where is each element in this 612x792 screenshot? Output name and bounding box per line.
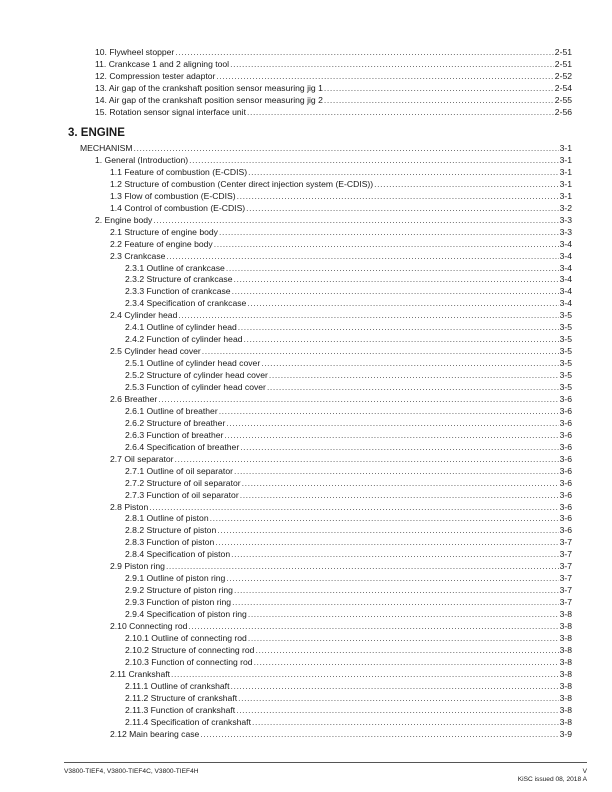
toc-entry[interactable]	[95, 106, 572, 118]
toc-entry-page: 3-6	[559, 501, 572, 512]
toc-entry[interactable]	[125, 608, 572, 620]
toc-entry-page: 3-5	[559, 322, 572, 333]
dot-leader	[230, 680, 558, 692]
dot-leader	[238, 692, 558, 704]
toc-entry[interactable]	[95, 154, 572, 166]
toc-entry[interactable]	[125, 405, 572, 417]
toc-entry[interactable]	[110, 202, 572, 214]
toc-entry-title: 1.3 Flow of combustion (E-CDIS)	[110, 190, 236, 201]
toc-entry-page: 2-51	[554, 47, 572, 57]
toc-entry-title: 2.9.2 Structure of piston ring	[125, 585, 233, 596]
toc-entry-title: 1. General (Introduction)	[95, 154, 189, 165]
dot-leader	[238, 321, 559, 333]
toc-entry-page: 3-7	[559, 597, 572, 608]
toc-entry[interactable]	[125, 716, 572, 728]
toc-entry-title: 2.8.1 Outline of piston	[125, 513, 209, 524]
toc-entry-page: 3-5	[559, 382, 572, 392]
toc-entry-page: 3-8	[559, 609, 572, 620]
dot-leader	[324, 94, 554, 106]
dot-leader	[171, 668, 559, 680]
dot-leader	[224, 429, 558, 441]
toc-entry-title: 2.10.2 Structure of connecting rod	[125, 644, 255, 655]
toc-entry-title: 1.4 Control of combustion (E-CDIS)	[110, 202, 246, 213]
dot-leader	[219, 405, 559, 417]
toc-entry[interactable]	[125, 333, 572, 345]
toc-entry-page: 3-8	[559, 716, 572, 727]
toc-entry-page: 3-1	[559, 190, 572, 201]
toc-entry-title: 2.12 Main bearing case	[110, 728, 200, 739]
toc-entry-title: 1.2 Structure of combustion (Center direct injection system (E-CDIS))	[110, 178, 374, 189]
toc-entry[interactable]	[110, 190, 572, 202]
toc-entry[interactable]	[125, 285, 572, 297]
dot-leader	[200, 728, 558, 740]
toc-entry-title: 2.11.2 Structure of crankshaft	[125, 692, 238, 703]
dot-leader	[232, 285, 559, 297]
footer-models: V3800-TIEF4, V3800-TIEF4C, V3800-TIEF4H	[64, 768, 199, 775]
dot-leader	[247, 106, 554, 118]
dot-leader	[216, 70, 553, 82]
dot-leader	[134, 142, 559, 154]
toc-entry-page: 3-5	[559, 346, 572, 357]
dot-leader	[255, 644, 558, 656]
toc-entry[interactable]	[110, 226, 572, 238]
toc-entry[interactable]	[110, 178, 572, 190]
dot-leader	[231, 548, 558, 560]
toc-entry-title: 13. Air gap of the crankshaft position sensor measuring jig 1	[95, 82, 323, 93]
toc-entry-title: 2.4.1 Outline of cylinder head	[125, 322, 237, 333]
toc-entry-title: 2.2 Feature of engine body	[110, 238, 213, 249]
toc-entry-page: 3-5	[559, 370, 572, 381]
toc-entry[interactable]	[95, 82, 572, 94]
dot-leader	[153, 214, 558, 226]
toc-entry[interactable]	[125, 381, 572, 393]
toc-entry-title: 10. Flywheel stopper	[95, 47, 175, 57]
toc-entry-page: 3-8	[559, 621, 572, 631]
toc-entry-title: 2.11.1 Outline of crankshaft	[125, 680, 230, 691]
toc-entry-title: 2.9.1 Outline of piston ring	[125, 573, 226, 584]
dot-leader	[214, 238, 559, 250]
toc-entry-title: 2.4.2 Function of cylinder head	[125, 334, 243, 345]
toc-entry-page: 3-5	[559, 358, 572, 369]
toc-entry[interactable]	[125, 536, 572, 548]
toc-entry-page: 3-1	[559, 166, 572, 177]
toc-entry-page: 3-7	[559, 561, 572, 572]
toc-entry-title: 2.3.2 Structure of crankcase	[125, 274, 233, 285]
toc-entry-title: 2.11.3 Function of crankshaft	[125, 704, 236, 715]
toc-entry-page: 3-6	[559, 441, 572, 452]
toc-entry-page: 3-7	[559, 573, 572, 584]
toc-entry[interactable]	[110, 620, 572, 632]
toc-entry-page: 3-1	[559, 154, 572, 165]
toc-entry[interactable]	[95, 214, 572, 226]
toc-entry-page: 2-52	[554, 70, 572, 81]
dot-leader	[267, 381, 559, 393]
toc-entry-title: 2. Engine body	[95, 214, 153, 225]
dot-leader	[189, 154, 558, 166]
footer-issue: KiSC issued 08, 2018 A	[517, 776, 587, 783]
toc-entry-page: 3-8	[559, 692, 572, 703]
toc-entry-page: 3-8	[559, 680, 572, 691]
toc-entry[interactable]	[110, 238, 572, 250]
toc-entry-page: 3-6	[559, 429, 572, 440]
dot-leader	[374, 178, 558, 190]
toc-entry[interactable]	[95, 58, 572, 70]
toc-entry-page: 3-6	[559, 417, 572, 428]
dot-leader	[240, 441, 558, 453]
toc-entry-title: 2.7.2 Structure of oil separator	[125, 477, 241, 488]
toc-entry-title: 2.6.2 Structure of breather	[125, 417, 226, 428]
toc-entry[interactable]	[125, 321, 572, 333]
toc-entry-title: 2.11 Crankshaft	[110, 668, 171, 679]
toc-entry-page: 3-6	[559, 477, 572, 488]
toc-entry-page: 3-3	[559, 214, 572, 225]
toc-entry-page: 3-8	[559, 632, 572, 643]
dot-leader	[188, 620, 558, 632]
toc-entry-page: 3-7	[559, 549, 572, 560]
toc-entry[interactable]	[125, 429, 572, 441]
toc-entry-page: 2-51	[554, 58, 572, 69]
dot-leader	[244, 333, 559, 345]
toc-entry-title: 2.3 Crankcase	[110, 250, 166, 261]
toc-entry[interactable]	[95, 46, 572, 58]
toc-entry-page: 3-4	[559, 262, 572, 273]
toc-entry-page: 3-1	[559, 143, 572, 153]
dot-leader	[149, 501, 558, 513]
dot-leader	[242, 477, 559, 489]
toc-entry[interactable]	[125, 262, 572, 274]
toc-entry-title: 2.8.4 Specification of piston	[125, 549, 231, 560]
toc-entry-title: 1.1 Feature of combustion (E-CDIS)	[110, 166, 248, 177]
toc-entry[interactable]	[125, 524, 572, 536]
dot-leader	[247, 297, 558, 309]
toc-entry[interactable]	[125, 489, 572, 501]
toc-entry-page: 3-8	[559, 644, 572, 655]
toc-entry[interactable]	[95, 94, 572, 106]
toc-entry[interactable]	[110, 668, 572, 680]
dot-leader	[237, 190, 559, 202]
toc-entry-page: 3-8	[559, 656, 572, 667]
dot-leader	[158, 393, 558, 405]
dot-leader	[219, 226, 559, 238]
toc-entry[interactable]	[125, 512, 572, 524]
toc-entry-page: 3-5	[559, 334, 572, 345]
toc-entry-page: 3-5	[559, 310, 572, 321]
dot-leader	[248, 166, 559, 178]
toc-entry-page: 3-6	[559, 393, 572, 404]
toc-entry-title: 2.9 Piston ring	[110, 561, 165, 572]
footer-right	[518, 768, 587, 784]
toc-entry-title: 2.9.3 Function of piston ring	[125, 597, 232, 608]
toc-entry-page: 3-9	[559, 728, 572, 739]
toc-entry-title: 2.7 Oil separator	[110, 453, 174, 464]
toc-entry-page: 3-7	[559, 537, 572, 548]
toc-entry[interactable]	[125, 680, 572, 692]
dot-leader	[232, 596, 559, 608]
toc-entry[interactable]	[110, 501, 572, 513]
toc-entry[interactable]	[110, 345, 572, 357]
toc-entry-page: 3-4	[559, 274, 572, 285]
toc-entry-title: 2.10.3 Function of connecting rod	[125, 656, 253, 667]
toc-entry-title: 2.8.3 Function of piston	[125, 537, 215, 548]
dot-leader	[202, 345, 559, 357]
dot-leader	[226, 417, 558, 429]
toc-entry-page: 3-6	[559, 405, 572, 416]
toc-entry-page: 3-6	[559, 465, 572, 476]
toc-entry-page: 3-8	[559, 668, 572, 679]
chapter-heading: 3. ENGINE	[68, 127, 125, 139]
dot-leader	[252, 716, 559, 728]
toc-entry-page: 2-54	[554, 82, 572, 93]
dot-leader	[210, 512, 559, 524]
toc-entry[interactable]	[125, 477, 572, 489]
toc-entry[interactable]	[110, 309, 572, 321]
dot-leader	[175, 46, 554, 58]
toc-entry-title: 2.7.3 Function of oil separator	[125, 489, 239, 500]
dot-leader	[236, 704, 558, 716]
toc-entry[interactable]	[125, 596, 572, 608]
dot-leader	[175, 453, 559, 465]
toc-entry-title: 2.3.1 Outline of crankcase	[125, 262, 225, 273]
toc-entry-title: 2.8 Piston	[110, 501, 149, 512]
toc-entry-title: 2.10.1 Outline of connecting rod	[125, 632, 247, 643]
toc-entry[interactable]	[125, 704, 572, 716]
toc-entry-title: 14. Air gap of the crankshaft position sensor measuring jig 2	[95, 94, 323, 105]
dot-leader	[215, 536, 558, 548]
dot-leader	[246, 202, 558, 214]
dot-leader	[178, 309, 558, 321]
dot-leader	[324, 82, 554, 94]
toc-entry[interactable]	[125, 572, 572, 584]
toc-entry-page: 2-56	[554, 106, 572, 117]
toc-entry-title: 2.3.4 Specification of crankcase	[125, 298, 247, 309]
toc-entry[interactable]	[125, 369, 572, 381]
dot-leader	[248, 608, 559, 620]
dot-leader	[230, 58, 554, 70]
toc-entry-title: 2.5 Cylinder head cover	[110, 346, 201, 357]
dot-leader	[166, 560, 559, 572]
dot-leader	[240, 489, 559, 501]
dot-leader	[254, 656, 559, 668]
toc-entry-title: 12. Compression tester adaptor	[95, 70, 216, 81]
toc-entry[interactable]	[110, 453, 572, 465]
toc-entry-title: 2.6.3 Function of breather	[125, 429, 224, 440]
toc-entry-title: 2.5.2 Structure of cylinder head cover	[125, 370, 268, 381]
footer-page-number: V	[582, 768, 587, 775]
toc-entry-title: 2.8.2 Structure of piston	[125, 525, 217, 536]
toc-entry-title: 2.9.4 Specification of piston ring	[125, 609, 247, 620]
toc-entry-page: 3-3	[559, 226, 572, 237]
dot-leader	[226, 262, 559, 274]
toc-entry-page: 3-6	[559, 453, 572, 464]
toc-entry-page: 3-6	[559, 525, 572, 536]
toc-entry-title: 2.6.1 Outline of breather	[125, 405, 218, 416]
toc-entry-title: 2.5.3 Function of cylinder head cover	[125, 382, 266, 392]
toc-entry-title: 2.5.1 Outline of cylinder head cover	[125, 358, 261, 369]
dot-leader	[234, 584, 559, 596]
toc-entry[interactable]	[125, 417, 572, 429]
toc-entry-title: 2.6 Breather	[110, 393, 158, 404]
dot-leader	[217, 524, 558, 536]
dot-leader	[269, 369, 559, 381]
toc-entry-page: 3-4	[559, 286, 572, 297]
toc-entry-title: 2.4 Cylinder head	[110, 310, 178, 321]
toc-entry-title: 2.11.4 Specification of crankshaft	[125, 716, 251, 727]
toc-entry[interactable]	[125, 584, 572, 596]
toc-entry[interactable]	[125, 297, 572, 309]
toc-entry-title: 11. Crankcase 1 and 2 aligning tool	[95, 58, 230, 69]
toc-entry[interactable]	[125, 357, 572, 369]
toc-entry-title: MECHANISM	[80, 143, 133, 153]
dot-leader	[261, 357, 558, 369]
dot-leader	[248, 632, 559, 644]
toc-entry-page: 2-55	[554, 94, 572, 105]
dot-leader	[166, 250, 558, 262]
toc-entry-page: 3-6	[559, 489, 572, 500]
toc-entry-page: 3-4	[559, 238, 572, 249]
toc-entry-title: 2.10 Connecting rod	[110, 621, 188, 631]
toc-entry-page: 3-7	[559, 585, 572, 596]
toc-entry[interactable]	[125, 692, 572, 704]
toc-entry-page: 3-2	[559, 202, 572, 213]
toc-entry-page: 3-1	[559, 178, 572, 189]
toc-entry-title: 2.1 Structure of engine body	[110, 226, 218, 237]
toc-entry-title: 2.3.3 Function of crankcase	[125, 286, 231, 297]
toc-entry[interactable]	[110, 393, 572, 405]
toc-entry[interactable]	[110, 166, 572, 178]
toc-entry[interactable]	[95, 70, 572, 82]
toc-entry-page: 3-4	[559, 250, 572, 261]
dot-leader	[234, 465, 559, 477]
toc-entry[interactable]	[125, 441, 572, 453]
toc-entry-page: 3-8	[559, 704, 572, 715]
toc-entry[interactable]	[110, 250, 572, 262]
toc-entry[interactable]	[80, 142, 572, 154]
toc-entry[interactable]	[110, 560, 572, 572]
toc-entry[interactable]	[125, 644, 572, 656]
dot-leader	[233, 273, 558, 285]
toc-entry[interactable]	[125, 273, 572, 285]
toc-entry[interactable]	[125, 465, 572, 477]
toc-entry[interactable]	[110, 728, 572, 740]
dot-leader	[226, 572, 558, 584]
toc-entry[interactable]	[125, 632, 572, 644]
toc-entry-page: 3-4	[559, 298, 572, 309]
footer-divider	[64, 762, 587, 763]
toc-entry[interactable]	[125, 656, 572, 668]
toc-entry-title: 2.7.1 Outline of oil separator	[125, 465, 233, 476]
toc-entry[interactable]	[125, 548, 572, 560]
toc-entry-title: 15. Rotation sensor signal interface unit	[95, 106, 246, 117]
toc-entry-title: 2.6.4 Specification of breather	[125, 441, 240, 452]
toc-entry-page: 3-6	[559, 513, 572, 524]
